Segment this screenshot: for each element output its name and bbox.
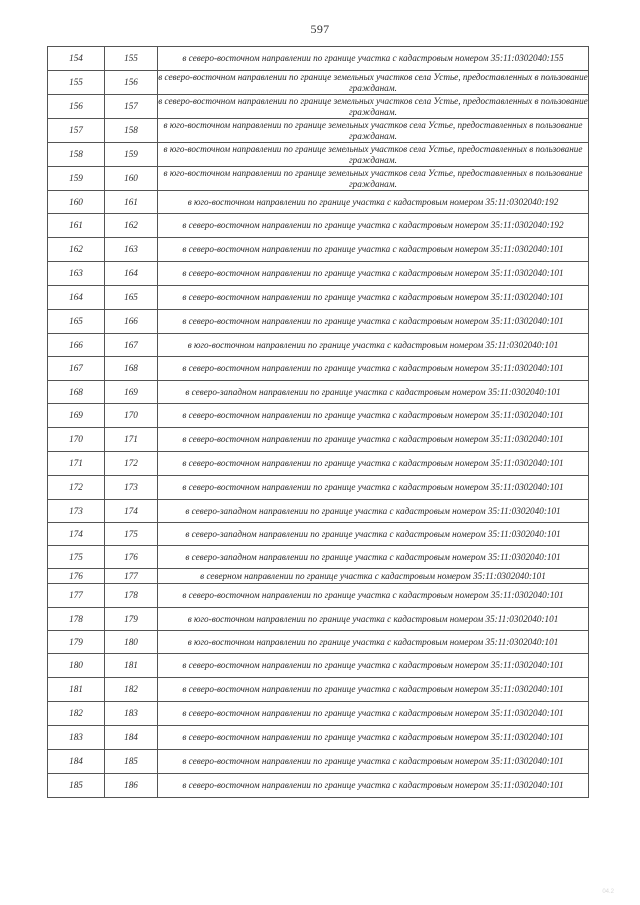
point-to-cell: 174: [105, 500, 158, 523]
point-to-cell: 168: [105, 357, 158, 381]
table-row: [48, 167, 589, 191]
point-from-cell: 175: [48, 546, 105, 569]
point-to-cell: 172: [105, 452, 158, 476]
point-from-cell: 176: [48, 569, 105, 584]
boundary-description-cell: в юго-восточном направлении по границе участка с кадастровым номером 35:11:0302040:101: [158, 608, 589, 631]
table-row: [48, 119, 589, 143]
boundary-description-cell: в северо-восточном направлении по границе участка с кадастровым номером 35:11:0302040:101: [158, 262, 589, 286]
page-number: 597: [310, 22, 330, 36]
boundary-description-cell: в северо-восточном направлении по границе участка с кадастровым номером 35:11:0302040:101: [158, 584, 589, 608]
corner-mark: 04.2: [602, 889, 614, 895]
point-from-cell: 182: [48, 702, 105, 726]
point-from-cell: 170: [48, 428, 105, 452]
point-from-cell: 173: [48, 500, 105, 523]
point-to-cell: 178: [105, 584, 158, 608]
table-row: [48, 654, 589, 678]
table-row: [48, 47, 589, 71]
point-from-cell: 156: [48, 95, 105, 119]
table-row: [48, 750, 589, 774]
point-to-cell: 170: [105, 404, 158, 428]
point-to-cell: 179: [105, 608, 158, 631]
table-row: [48, 476, 589, 500]
table-row: [48, 310, 589, 334]
boundary-description-cell: в северо-восточном направлении по границе участка с кадастровым номером 35:11:0302040:101: [158, 726, 589, 750]
point-to-cell: 155: [105, 47, 158, 71]
table-row: [48, 334, 589, 357]
boundary-description-cell: в северо-восточном направлении по границе участка с кадастровым номером 35:11:0302040:101: [158, 774, 589, 798]
table-row: [48, 678, 589, 702]
point-to-cell: 166: [105, 310, 158, 334]
boundary-description-cell: в северо-восточном направлении по границе участка с кадастровым номером 35:11:0302040:192: [158, 214, 589, 238]
point-to-cell: 156: [105, 71, 158, 95]
point-to-cell: 161: [105, 191, 158, 214]
point-to-cell: 176: [105, 546, 158, 569]
point-to-cell: 165: [105, 286, 158, 310]
table-row: [48, 191, 589, 214]
point-from-cell: 158: [48, 143, 105, 167]
point-from-cell: 169: [48, 404, 105, 428]
boundary-description-cell: в северо-восточном направлении по границе земельных участков села Устье, предоставленных в пользование гражданам.: [158, 95, 588, 117]
point-to-cell: 184: [105, 726, 158, 750]
table-row: [48, 584, 589, 608]
boundary-description-cell: в северо-восточном направлении по границе участка с кадастровым номером 35:11:0302040:101: [158, 404, 589, 428]
boundary-description-cell: в северо-восточном направлении по границе участка с кадастровым номером 35:11:0302040:101: [158, 678, 589, 702]
table-row: [48, 500, 589, 523]
point-to-cell: 173: [105, 476, 158, 500]
point-to-cell: 171: [105, 428, 158, 452]
point-from-cell: 168: [48, 381, 105, 404]
point-to-cell: 167: [105, 334, 158, 357]
point-from-cell: 164: [48, 286, 105, 310]
point-to-cell: 183: [105, 702, 158, 726]
point-from-cell: 159: [48, 167, 105, 191]
point-to-cell: 182: [105, 678, 158, 702]
point-from-cell: 180: [48, 654, 105, 678]
point-from-cell: 154: [48, 47, 105, 71]
boundary-description-cell: в юго-восточном направлении по границе земельных участков села Устье, предоставленных в пользование гражданам.: [158, 119, 589, 143]
point-from-cell: 172: [48, 476, 105, 500]
point-from-cell: 163: [48, 262, 105, 286]
point-from-cell: 160: [48, 191, 105, 214]
point-from-cell: 162: [48, 238, 105, 262]
table-row: [48, 569, 589, 584]
boundary-description-cell: в северо-западном направлении по границе участка с кадастровым номером 35:11:0302040:101: [158, 500, 589, 523]
boundary-description-cell: в юго-восточном направлении по границе участка с кадастровым номером 35:11:0302040:101: [158, 334, 589, 357]
point-from-cell: 178: [48, 608, 105, 631]
point-from-cell: 181: [48, 678, 105, 702]
boundary-description-cell: в северо-западном направлении по границе участка с кадастровым номером 35:11:0302040:101: [158, 381, 589, 404]
table-row: [48, 262, 589, 286]
point-to-cell: 158: [105, 119, 158, 143]
boundary-description-cell: в северо-восточном направлении по границе участка с кадастровым номером 35:11:0302040:155: [158, 47, 589, 71]
point-to-cell: 185: [105, 750, 158, 774]
table-row: [48, 95, 589, 119]
boundary-description-cell: в северо-восточном направлении по границе участка с кадастровым номером 35:11:0302040:101: [158, 238, 589, 262]
boundary-description-cell: в северо-западном направлении по границе участка с кадастровым номером 35:11:0302040:101: [158, 546, 589, 569]
boundary-description-cell: в северо-западном направлении по границе участка с кадастровым номером 35:11:0302040:101: [158, 523, 589, 546]
point-from-cell: 167: [48, 357, 105, 381]
point-from-cell: 179: [48, 631, 105, 654]
point-from-cell: 177: [48, 584, 105, 608]
table-row: [48, 71, 589, 95]
point-from-cell: 184: [48, 750, 105, 774]
point-to-cell: 175: [105, 523, 158, 546]
boundary-description-cell: в северо-восточном направлении по границе участка с кадастровым номером 35:11:0302040:101: [158, 286, 589, 310]
table-row: [48, 546, 589, 569]
boundary-description-cell: в северо-восточном направлении по границе земельных участков села Устье, предоставленных в пользование гражданам.: [158, 71, 588, 93]
table-row: [48, 726, 589, 750]
table-row: [48, 238, 589, 262]
point-to-cell: 159: [105, 143, 158, 167]
point-from-cell: 161: [48, 214, 105, 238]
table-row: [48, 452, 589, 476]
table-row: [48, 286, 589, 310]
boundary-description-cell: в северо-восточном направлении по границе участка с кадастровым номером 35:11:0302040:101: [158, 750, 589, 774]
point-from-cell: 183: [48, 726, 105, 750]
boundary-description-cell: в северо-восточном направлении по границе участка с кадастровым номером 35:11:0302040:101: [158, 357, 589, 381]
point-from-cell: 185: [48, 774, 105, 798]
point-from-cell: 174: [48, 523, 105, 546]
boundary-description-cell: в северо-восточном направлении по границе участка с кадастровым номером 35:11:0302040:101: [158, 428, 589, 452]
point-to-cell: 163: [105, 238, 158, 262]
table-row: [48, 381, 589, 404]
table-row: [48, 523, 589, 546]
point-from-cell: 166: [48, 334, 105, 357]
table-row: [48, 631, 589, 654]
point-to-cell: 160: [105, 167, 158, 191]
point-to-cell: 164: [105, 262, 158, 286]
point-from-cell: 155: [48, 71, 105, 95]
table-row: [48, 702, 589, 726]
table-row: [48, 357, 589, 381]
boundary-description-cell: в юго-восточном направлении по границе участка с кадастровым номером 35:11:0302040:192: [158, 191, 589, 214]
boundary-description-cell: в северо-восточном направлении по границе участка с кадастровым номером 35:11:0302040:101: [158, 654, 589, 678]
boundary-description-cell: в юго-восточном направлении по границе земельных участков села Устье, предоставленных в пользование гражданам.: [158, 143, 589, 167]
point-from-cell: 171: [48, 452, 105, 476]
boundary-description-cell: в северо-восточном направлении по границе участка с кадастровым номером 35:11:0302040:101: [158, 702, 589, 726]
point-to-cell: 157: [105, 95, 158, 119]
table-row: [48, 143, 589, 167]
point-to-cell: 181: [105, 654, 158, 678]
boundary-description-cell: в юго-восточном направлении по границе участка с кадастровым номером 35:11:0302040:101: [158, 631, 589, 654]
point-to-cell: 177: [105, 569, 158, 584]
point-to-cell: 162: [105, 214, 158, 238]
boundary-description-cell: в юго-восточном направлении по границе земельных участков села Устье, предоставленных в пользование гражданам.: [158, 167, 589, 191]
table-row: [48, 774, 589, 798]
table-row: [48, 214, 589, 238]
boundary-description-table: [47, 46, 589, 798]
boundary-description-cell: в северо-восточном направлении по границе участка с кадастровым номером 35:11:0302040:101: [158, 476, 589, 500]
boundary-description-cell: в северном направлении по границе участка с кадастровым номером 35:11:0302040:101: [158, 569, 589, 584]
point-to-cell: 186: [105, 774, 158, 798]
boundary-description-cell: в северо-восточном направлении по границе участка с кадастровым номером 35:11:0302040:101: [158, 452, 589, 476]
boundary-description-cell: в северо-восточном направлении по границе участка с кадастровым номером 35:11:0302040:101: [158, 310, 589, 334]
point-from-cell: 157: [48, 119, 105, 143]
point-to-cell: 180: [105, 631, 158, 654]
point-to-cell: 169: [105, 381, 158, 404]
table-row: [48, 428, 589, 452]
table-body: [48, 47, 589, 798]
table-row: [48, 404, 589, 428]
point-from-cell: 165: [48, 310, 105, 334]
table-row: [48, 608, 589, 631]
